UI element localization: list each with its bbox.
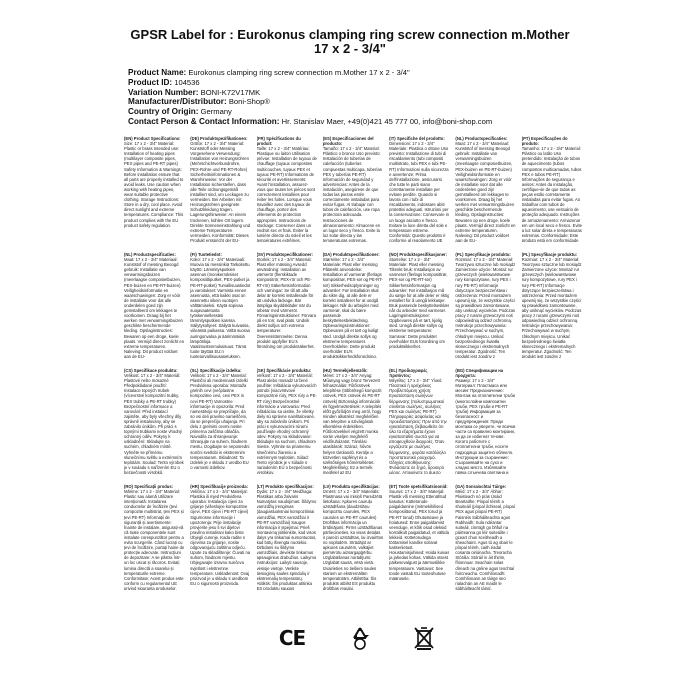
section-body: Izmērs: 17 x 2 - 3/4" Materiāls: Plastmasa vai misiņš Paredzētā lietošana: Apkures cauruļu uzstādīšana (daudzslāņu kompozītu caurules, PEX caurules un PE-RT caurules) Drošības informācija un brīdinājumi: Pirms uzstādīšanas pārliecinieties, ka visas detaļas ir pareizi uzstādītas, lai izvairītos no noplūdēm. Strādājot ar apkures caurulēm, valkājiet piemērotu aizsargapģērbu. Uzglabāšanas norādījumi: Uzglabāt sausā, vēsā vietā. Izvairieties no tiešiem saules stariem un ekstremālām temperatūrām. Atbilstība: Šis produkts atbilst ES produktu drošības regulai.: [322, 489, 384, 590]
section-title: (SL) Specifikacije izdelka:: [190, 368, 242, 373]
section-pl-2: [522, 252, 582, 358]
section-title: (ET) Toote spetsifikatsioonid:: [389, 484, 448, 489]
field-label: Manufacturer/Distributor:: [128, 97, 227, 107]
section-body: Størrelse: 17 x 2 - 3/4" Materiale: Plast eller messing Tiltenkt bruk: Installasjon av varmerør (flerlags komposittrør, PEX-rør og PE-RT-rør) Sikkerhetsinformasjon og advarsler: Før installasjon må du sørge for at alle deler er riktig installert for å unngå lekkasjer. Bruk passende beskyttelsesklær når du arbeider med varmerør. Lagringsinstruksjoner: Oppbevares på et tørt, kjølig sted. Unngå direkte sollys og ekstreme temperaturer. Samsvar: Dette produktet overholder EUs forordning om produktsikkerhet.: [389, 257, 450, 349]
section-title: (EN) Product Specifications:: [124, 136, 181, 141]
section-body: Suurus: 17 x 2 - 3/4" Materjal: Plastik või messing Ettenähtud kasutus: Küttetorude paigaldamine (mitmekihilised komposiittorud, PEX torud ja PE-RT torud) Ohutusteave ja hoiatused: Enne paigaldamist veenduge, et kõik osad oleksid korralikult paigaldatud, et vältida lekkeid. Küttetorudega töötamisel kandke sobivat kaitseriietust. Hoiustamisjuhised: Hoida kuivas ja jahedas kohas. Vältida otsest päikesevalgust ja äärmuslikke temperatuure. Vastavus: See toode vastab ELi tooteohutuse määrusele.: [389, 489, 450, 581]
section-ga: [455, 484, 515, 590]
section-de: [190, 136, 250, 242]
section-title: (PT) Especificações do produto:: [521, 136, 568, 147]
section-title: (RO) Specificații produs:: [124, 484, 174, 489]
section-cs: [124, 368, 184, 474]
section-pl: [455, 252, 515, 358]
section-hr: [190, 484, 250, 590]
field-label: Variation Number:: [128, 87, 199, 97]
section-body: Veličina: 17 x 2 - 3/4" Materijal: Plastika ili mjed Predviđena uporaba: Instalacija cijevi za grijanje (višeslojne kompozitne cijevi, PEX cijevi i PE-RT cijevi) Sigurnosne informacije i upozorenja: Prije instalacije provjerite jesu li svi dijelovi pravilno instalirani kako biste izbjegli curenje. Kada radite s cijevima za grijanje, nosite odgovarajuću zaštitnu odjeću. Upute za skladištenje: Čuvati na suhom, hladnom mjestu. Izbjegavajte izravnu sunčevu svjetlost i ekstremne temperature. Usklađenost: Ovaj proizvod je u skladu s uredbom EU o sigurnosti proizvoda.: [190, 489, 251, 586]
section-body: Mărime: 17 x 2 - 3/4" Material: Plastic sau alamă Utilizare intenționată: Instalarea conductelor de încălzire (țevi compozite multistrat, țevi PEX și țevi PE-RT) Informații de siguranță și avertismente: Înainte de instalare, asigurați-vă că toate componentele sunt instalate corespunzător pentru a evita scurgerile. Când lucrați cu țevi de încălzire, purtați haine de protecție adecvate. Instrucțiuni de depozitare: A se păstra într-un loc uscat și răcoros. Evitați lumina directă a soarelui și temperaturile extreme. Conformitate: Acest produs este conform cu regulamentul UE privind siguranța produselor.: [124, 489, 185, 590]
section-et: [389, 484, 449, 590]
section-empty: [522, 368, 582, 474]
section-sl: [190, 368, 250, 474]
section-body: Rozmiar: 17 x 2 - 3/4" Materiał: Tworzywo sztuczne lub mosiądz Zamierzone użycie: Montaż rur grzewczych (wielowarstwowe rury kompozytowe, rury PEX i rury PE-RT) Informacje dotyczące bezpieczeństwa i ostrzeżenia: Przed montażem upewnij się, że wszystkie części są prawidłowo zamontowane, aby uniknąć wycieków. Podczas pracy z rurami grzewczymi noś odpowiednią odzież ochronną. Instrukcje przechowywania: Przechowywać w suchym, chłodnym miejscu. Unikać bezpośredniego światła słonecznego i ekstremalnych temperatur. Zgodność: Ten produkt jest zgodny z: [455, 257, 516, 358]
section-title: (HR) Specifikacije proizvoda:: [190, 484, 248, 489]
section-title: (ES) Especificaciones del producto:: [322, 136, 374, 147]
field-value: Eurokonus clamping ring screw connection m.Mother 17 x 2 - 3/4": [188, 68, 410, 77]
section-es: [323, 136, 383, 242]
field-label: Product Name:: [128, 68, 187, 77]
section-body: Taille: 17 x 2 - 3/4" Matériau: Plastique ou laiton Utilisation prévue: Installation de tuyaux de chauffage (tuyaux composites multicouches, tuyaux PEX et tuyaux PE-RT) Informations de sécurité et avertissements: Avant l'installation, assurez-vous que toutes les pièces sont correctement installées pour éviter les fuites. Lorsque vous travaillez avec des tuyaux de chauffage, portez des vêtements de protection appropriés. Instructions de stockage: Conserver dans un endroit sec et frais. Éviter la lumière directe du soleil et les températures extrêmes.: [256, 146, 317, 242]
section-it: [389, 136, 449, 242]
section-body: Dimensioni: 17 x 2 - 3/4" Materiale: Plastica o ottone Uso previsto: Installazione di tubi di riscaldamento (tubi compositi multistrato, tubi PEX e tubi PE-RT) Informazioni sulla sicurezza e avvertenze: Prima dell'installazione, assicurarsi che tutte le parti siano correttamente installate per evitare perdite. Quando si lavora con i tubi di riscaldamento, indossare abiti protettivi adeguati. Istruzioni per la conservazione: Conservare in un luogo asciutto e fresco. Evitare la luce diretta del sole e temperature estreme. Conformità: Questo prodotto è conforme al regolamento UE: [389, 141, 449, 242]
section-sk: [257, 368, 317, 474]
section-body: Velikost: 17 x 2 - 3/4" Material: Plastični ali medeninasti izdelki Predvidena uporaba: Montaža grelnih cevi (večplastne kompozitne cevi, cevi PEX in cevi PE-RT) Varnostne informacije in opozorila: Pred namestitvijo se prepričajte, da so vsi deli pravilno nameščeni, da se preprečijo uhajanja. Pri delu z grelnimi cevmi nosite primerna zaščitna oblačila. Navodila za shranjevanje: Shranjujte na suhem, hladnem mestu. Izogibajte se neposredni sončni svetlobi in ekstremnim temperaturam. Skladnost: Ta izdelek je v skladu z uredbo EU o varnosti izdelkov.: [190, 373, 250, 470]
section-title: (LV) Produkta specifikācijas:: [322, 484, 380, 489]
section-title: (DE) Produktspezifikationen:: [190, 136, 248, 141]
label-title-line-1: GPSR Label for : Eurokonus clamping ring screw connection m.Mother: [130, 27, 570, 42]
field-label: Product ID:: [128, 77, 173, 87]
section-title: (NL) Productspecificaties:: [455, 136, 508, 141]
field-value: Hr. Stanislav Maer, +49(0)421 45 777 00, info@boni-shop.com: [281, 116, 493, 126]
section-body: Maat: 17 x 2 - 3/4" Materiaal: Kunststof of messing Beoogd gebruik: Installatie van verwarmingsbuizen (meerlaagse composietbuizen, PEX-buizen en PE-RT-buizen) Veiligheidsinformatie en waarschuwingen: Zorg er vóór de installatie voor dat alle onderdelen goed zijn geïnstalleerd om lekkages te voorkomen. Draag bij het werken met verwarmingsbuizen geschikte beschermende kleding. Opslaginstructies: Bewaren op een droge, koele plaats. Vermijd direct zonlicht en extreme temperaturen. Naleving: Dit product voldoet aan de EU-: [124, 257, 185, 358]
section-body: Maat: 17 x 2 - 3/4" Materiaal: Kunststof of messing Beoogd gebruik: Installatie van verwarmingsbuizen (meerlaagse composietbuizen, PEX-buizen en PE-RT-buizen) Veiligheidsinformatie en waarschuwingen: Zorg er vóór de installatie voor dat alle onderdelen goed zijn geïnstalleerd om lekkages te voorkomen. Draag bij het werken met verwarmingsbuizen geschikte beschermende kleding. Opslaginstructies: Bewaren op een droge, koele plaats. Vermijd direct zonlicht en extreme temperaturen. Naleving: Dit product voldoet aan de EU-: [455, 141, 516, 242]
field-label: Country of Origin:: [128, 107, 199, 117]
section-title: (GA) Sonraíochtaí Táirge:: [455, 484, 507, 489]
section-title: (HU) Termékjellemzők:: [322, 368, 368, 373]
section-title: (SK) Špecifikácie produktu:: [256, 368, 312, 373]
field-label: Contact Person & Contact Information:: [128, 116, 280, 126]
field-value: Germany: [200, 107, 232, 117]
label-title: [0, 28, 700, 56]
section-title: (LT) Produkto specifikacijos:: [256, 484, 314, 489]
field-manufacturer: [128, 97, 588, 107]
language-sections-grid: [124, 136, 582, 590]
field-value: BONI-K72V17MK: [200, 87, 261, 97]
section-nl-2: [124, 252, 184, 358]
section-title: (NL) Productspecificaties:: [124, 252, 176, 257]
ce-mark: CE: [278, 626, 306, 650]
section-title: (FI) Tuotetiedot:: [190, 252, 222, 257]
field-contact: [128, 117, 588, 127]
section-body: Rozmiar: 17 x 2 - 3/4" Materiał: Tworzywo sztuczne lub mosiądz Zamierzone użycie: Montaż rur grzewczych (wielowarstwowe rury kompozytowe, rury PEX i rury PE-RT) Informacje dotyczące bezpieczeństwa i ostrzeżenia: Przed montażem upewnij się, że wszystkie części są prawidłowo zamontowane, aby uniknąć wycieków. Podczas pracy z rurami grzewczymi noś odpowiednią odzież ochronną. Instrukcje przechowywania: Przechowywać w suchym, chłodnym miejscu. Unikać bezpośredniego światła słonecznego i ekstremalnych temperatur. Zgodność: Ten produkt jest zgodny z: [521, 257, 582, 358]
crossed-bin-icon: [410, 624, 438, 652]
section-body: Veľkosť: 17 x 2 - 3/4" Materiál: Plast alebo mosadz Určené použitie: Inštalácia vykurovacích potrubí (viacvrstvové kompozitné rúry, PEX rúry a PE-RT rúry) Bezpečnostné informácie a varovania: Pred inštaláciou sa uistite, že všetky diely sú správne nainštalované, aby sa zabránilo únikom. Pri práci s vykurovacími rúrami používajte vhodný ochranný odev. Pokyny na skladovanie: Skladujte na suchom, chladnom mieste. Vyhnite sa priamemu slnečnému žiareniu a extrémnym teplotám. Súlad: Tento výrobok je v súlade s nariadením EÚ o bezpečnosti výrobkov.: [256, 373, 317, 474]
section-en: [124, 136, 184, 242]
section-body: Velikost: 17 x 2 - 3/4" Materiál: Plastové nebo mosazné Předpokládané použití: Instalace topných trubek (vícevrstvé kompozitní trubky, PEX trubky a PE-RT trubky) Bezpečnostní informace a varování: Před instalací zajistěte, aby byly všechny díly správně instalovány, aby se zabránilo únikům. Při práci s topnými trubkami noste vhodný ochranný oděv. Pokyny k uskladnění: Skladujte na suchém, chladném místě. Vyhněte se přímému slunečnímu světlu a extrémním teplotám. Soulad: Tento výrobek je v souladu s nařízením EU o bezpečnosti výrobků.: [124, 373, 184, 474]
section-fr: [257, 136, 317, 242]
section-lv: [323, 484, 383, 590]
section-ro: [124, 484, 184, 590]
section-body: Size: 17 x 2 - 3/4" Material: Plastic or brass Intended use: Installation of heating pipes (multilayer composite pipes, PEX pipes and PE-RT pipes) Safety Information & Warnings: Before installation ensure that all parts are properly installed to avoid leaks. Use caution when working with heating pipes, wear suitable protective clothing. Storage Instructions: Store in a dry, cool place. Avoid direct sunlight and extreme temperatures. Compliance: This product complies with the EU product safety regulation.: [124, 141, 184, 228]
section-title: (PL) Specyfikacje produktu:: [521, 252, 578, 257]
field-product-id: [128, 78, 588, 88]
section-lt: [257, 484, 317, 590]
section-body: Dydis: 17 x 2 - 3/4" Medžiaga: Plastikas arba žalvaris Numatytas naudojimas: Šildymo vamzdžių įrengimas (daugiasluoksniai kompozitiniai vamzdžiai, PEX vamzdžiai ir PE-RT vamzdžiai) Saugos informacija ir įspėjimai: Prieš montavimą įsitikinkite, kad visos dalys yra tinkamai sumontuotos, kad būtų išvengta nuotėkio. Dirbdami su šildymo vamzdžiais, dėvėkite tinkamus apsauginius drabužius. Laikymo instrukcijos: Laikyti sausoje, vėsioje vietoje. Venkite tiesioginių saulės spindulių ir ekstremalių temperatūrų. Atitiktis: Šis produktas atitinka ES produktų saugos: [256, 489, 317, 590]
field-country-of-origin: [128, 107, 588, 117]
section-title: (BG) Спецификации на продукта:: [455, 368, 504, 379]
section-nl: [455, 136, 515, 242]
section-title: (PL) Specyfikacje produktu:: [455, 252, 511, 257]
section-title: (DA) Produktspecifikationer:: [322, 252, 380, 257]
section-body: Tamanho: 17 x 2 - 3/4" Material: Plástico ou latão Uso pretendido: Instalação de tubos de aquecimento (tubos compostos multicamadas, tubos PEX e tubos PE-RT) Informações de segurança e avisos: Antes da instalação, certifique-se de que todas as peças estão corretamente instaladas para evitar fugas. Ao trabalhar com tubos de aquecimento, use vestuário de proteção adequado. Instruções de armazenamento: Armazenar em um local seco e fresco. Evite a luz solar direta e temperaturas extremas. Conformidade: Este produto está em conformidade: [521, 146, 582, 242]
field-variation-number: [128, 88, 588, 98]
section-pt: [522, 136, 582, 242]
section-body: Μέγεθος: 17 x 2 - 3/4" Υλικό: Πλαστικό ή ορείχαλκος Προβλεπόμενη χρήση: Εγκατάσταση σωλήνων θέρμανσης (πολυστρωματικοί σύνθετοι σωλήνες, σωλήνες PEX και σωλήνες PE-RT) Πληροφορίες ασφαλείας και προειδοποιήσεις: Πριν από την εγκατάσταση, βεβαιωθείτε ότι όλα τα εξαρτήματα έχουν εγκατασταθεί σωστά για να αποφευχθούν διαρροές. Όταν εργάζεστε με σωλήνες θέρμανσης, φοράτε κατάλληλο προστατευτικό ρουχισμό. Οδηγίες αποθήκευσης: Φυλάσσετε σε ξηρό, δροσερό μέρος. Αποφύγετε το άμεσο: [389, 378, 447, 474]
section-no: [389, 252, 449, 358]
section-bg: [455, 368, 515, 474]
section-el: [389, 368, 449, 474]
section-title: (SV) Produktspecifikationer:: [256, 252, 313, 257]
label-title-line-2: 17 x 2 - 3/4": [314, 41, 386, 56]
field-value: Boni-Shop®: [228, 97, 270, 107]
section-da: [323, 252, 383, 358]
compliance-symbols: [0, 624, 700, 664]
section-fi: [190, 252, 250, 358]
section-body: Tamaño: 17 x 2 - 3/4" Material: Plástico o bronce Uso previsto: Instalación de tuberías de calefacción (tuberías compuestas multicapa, tuberías PEX y tuberías PE-RT) Información de seguridad y advertencias: Antes de la instalación, asegúrese de que todas las piezas estén correctamente instaladas para evitar fugas. Al trabajar con tubos de calefacción, use ropa protectora adecuada. Instrucciones de almacenamiento: Almacene en un lugar seco y fresco. Evite la luz solar directa y las temperaturas extremas.: [322, 146, 382, 242]
section-title: (FR) Spécifications du produit:: [256, 136, 301, 147]
product-fields: [128, 68, 588, 127]
section-body: Größe: 17 x 2 - 3/4" Material: Kunststoff oder Messing Vorgesehene Verwendung: Installation von Heizungsrohren (Mehrschichtverbundrohre, PEX-Rohre und PE-RT-Rohre) Sicherheitsinformationen & Warnhinweise: Vor der Installation sicherstellen, dass alle Teile ordnungsgemäß installiert sind, um Leckagen zu vermeiden. Bei Arbeiten mit Heizungsrohren geeignete Schutzkleidung tragen. Lagerungshinweise: An einem trockenen, kühlen Ort lagern. Direkte Sonneneinstrahlung und extreme Temperaturen vermeiden. Konformität: Dieses Produkt entspricht der EU-: [190, 141, 251, 242]
recycling-icon: [346, 624, 374, 652]
section-body: Storlek: 17 x 2 - 3/4" Material: Plast eller mässing Avsedd användning: Installation av värmerör (flerskiktade kompositrör, PEX-rör och PE-RT-rör) Säkerhetsinformation och varningar: Se till att alla delar är korrekt installerade för att undvika läckage. Bär lämpliga skyddskläder när du arbetar med värmerör. Förvaringsinstruktioner: Förvara på en torr, sval plats. Undvik direkt solljus och extrema temperaturer. Överensstämmelse: Denna produkt uppfyller EU:s förordning om produktsäkerhet.: [256, 257, 316, 349]
section-body: Méid: 17 x 2 - 3/4" Ábhar: Plaisteach nó prás Úsáid Beartaithe: Píopaí téimh a shuiteáil (píopaí ilchiseal, píopaí PEX agus píopaí PE-RT) Faisnéis Sábháilteachta agus Rabhaidh: Sula ndéantar suiteáil, cinntigh go bhfuil na páirteanna go léir suiteáilte i gceart chun sceitheadh a sheachaint. Agus tú ag obair le píopaí téimh, caith éadaí cosanta oiriúnacha. Treoracha Stórála: Stóráil in áit thirim, fhionnuar. Seachain solas díreach na gréine agus teochtaí foircneacha. Comhlíonadh: Comhlíonann an táirge seo rialachán an AE maidir le sábháilteacht táirgí.: [455, 489, 516, 590]
section-body: Størrelse: 17 x 2 - 3/4" Materiale: Plast eller messing Påtænkt anvendelse: Installation af varmerør (flerlags kompositrør, PEX-rør og PE-RT-rør) Sikkerhedsoplysninger og advarsler: Før installation skal du sikre dig, at alle dele er korrekt installeret for at undgå lækager. Når du arbejder med varmerør, skal du bære passende beskyttelsesbeklædning. Opbevaringsinstruktioner: Opbevares på et tørt og køligt sted. Undgå direkte sollys og ekstreme temperaturer. Overholdelse: Dette produkt overholder EU's produktsikkerhedsforordning.: [322, 257, 383, 358]
section-body: Méret: 17 x 2 - 3/4" Anyag: Műanyag vagy bronz Tervezett felhasználás: Fűtőcsövek telepítése (többrétegű kompozit csövek, PEX csövek és PE-RT csövek) Biztonsági információk és figyelmeztetések: A telepítés előtt győződjön meg arról, hogy minden alkatrész megfelelően van telepítve a szivárgások elkerülése érdekében. Fűtőcsövekkel végzett munka során viseljen megfelelő védőruházatot. Tárolási utasítások: Száraz, hűvös helyen tárolandó. Kerülje a közvetlen napfényt és a szélsőséges hőmérsékletet. Megfelelőség: Ez a termék megfelel az EU: [322, 373, 382, 474]
section-hu: [323, 368, 383, 474]
section-sv: [257, 252, 317, 358]
field-value: 104536: [174, 77, 200, 87]
field-product-name: [128, 68, 588, 78]
section-body: Размер: 17 x 2 - 3/4" Материал: Пластмаса или месинг Предназначение: Монтаж на отоплителни тръби (многослойни композитни тръби, PEX тръби и PE-RT тръби) Информация за безопасност и предупреждения: Преди монтажа се уверете, че всички части са правилно монтирани, за да се избегнат течове. Когато работите с отоплителни тръби, носете подходящо защитно облекло. Инструкции за съхранение: Съхранявайте на сухо и хладно място. Избягвайте пряка слънчева светлина и: [455, 378, 516, 474]
section-title: (NO) Produktspesifikasjoner:: [389, 252, 448, 257]
section-title: (EL) Προδιαγραφές προϊόντος:: [389, 368, 428, 379]
section-body: Koko: 17 x 2 - 3/4" Materiaali: Muovia tai messinkiä Tarkoitettu käyttö: Lämmitysputkien asennus (monikerroksiset komposiittiputket, PEX-putket ja PE-RT-putket) Turvallisuustiedot ja varoitukset: Varmista ennen asennusta, että kaikki osat on asennettu oikein vuotojen välttämiseksi. Käytä sopivaa suojavaatetusta työskennellessäsi lämmitysputkien kanssa. Säilytysohjeet: Säilytä kuivassa, viileässä paikassa. Vältä suoraa auringonvaloa ja äärimmäisiä lämpötiloja. Vaatimustenmukaisuus: Tämä tuote täyttää EU:n tuoteturvallisuusasetuksen.: [190, 257, 251, 358]
section-title: (IT) Specifiche del prodotto:: [389, 136, 445, 141]
section-title: (CS) Specifikace produktu:: [124, 368, 178, 373]
